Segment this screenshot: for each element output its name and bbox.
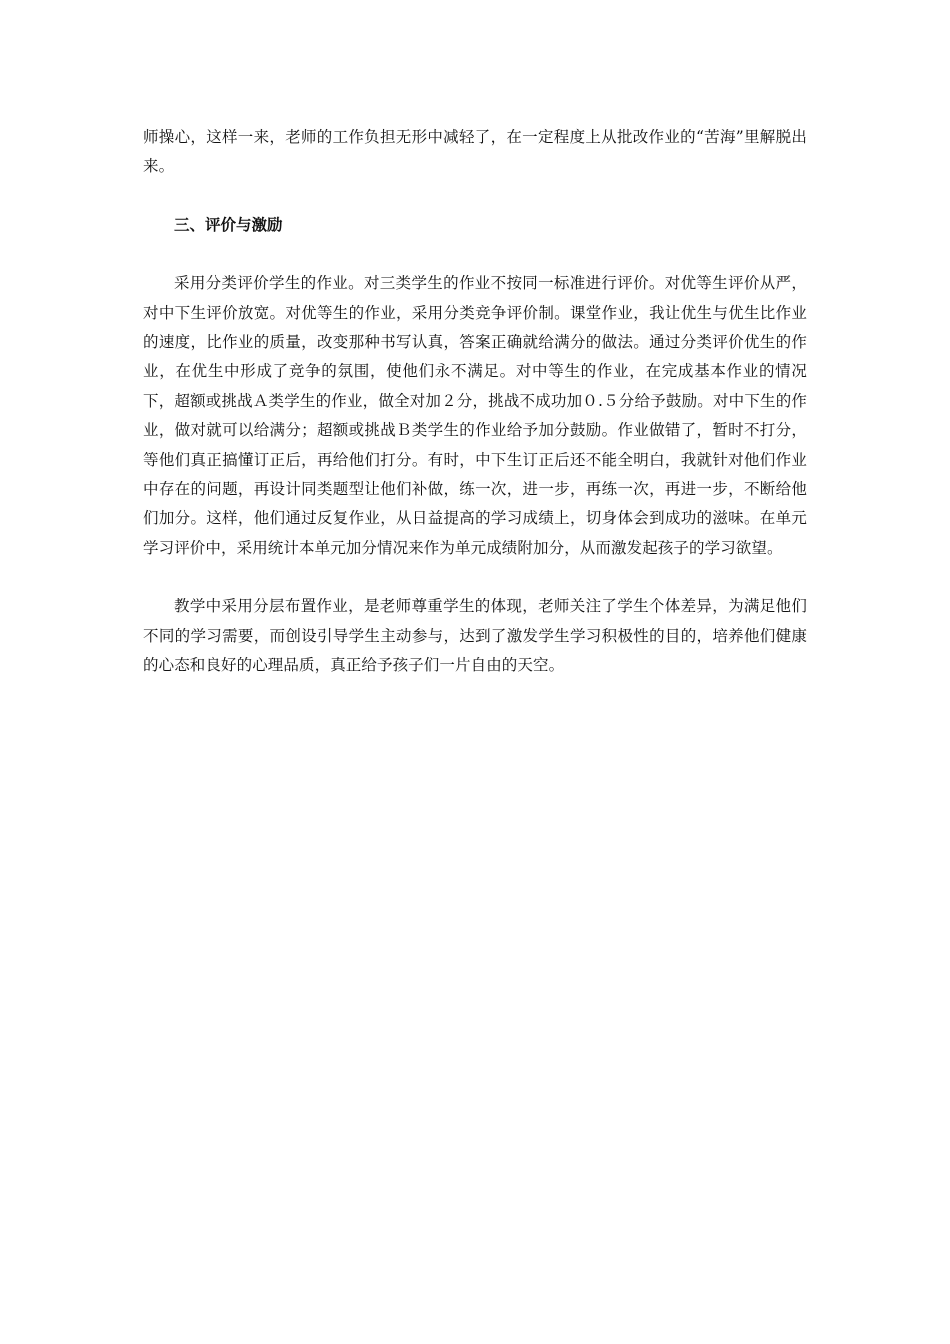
paragraph-conclusion: 教学中采用分层布置作业，是老师尊重学生的体现，老师关注了学生个体差异，为满足他们不同的学习需要，而创设引导学生主动参与，达到了激发学生学习积极性的目的，培养他们健康的心态和良好的心理品质，真正给予孩子们一片自由的天空。	[143, 597, 807, 675]
paragraph-continued: 师操心，这样一来，老师的工作负担无形中减轻了，在一定程度上从批改作业的“苦海”里解脱出来。	[143, 128, 807, 176]
document-page	[143, 123, 807, 681]
paragraph-evaluation: 采用分类评价学生的作业。对三类学生的作业不按同一标准进行评价。对优等生评价从严，对中下生评价放宽。对优等生的作业，采用分类竞争评价制。课堂作业，我让优生与优生比作业的速度，比作业的质量，改变那种书写认真，答案正确就给满分的做法。通过分类评价优生的作业，在优生中形成了竞争的氛围，使他们永不满足。对中等生的作业，在完成基本作业的情况下，超额或挑战Ａ类学生的作业，做全对加２分，挑战不成功加０.５分给予鼓励。对中下生的作业，做对就可以给满分；超额或挑战Ｂ类学生的作业给予加分鼓励。作业做错了，暂时不打分，等他们真正搞懂订正后，再给他们打分。有时，中下生订正后还不能全明白，我就针对他们作业中存在的问题，再设计同类题型让他们补做，练一次，进一步，再练一次，再进一步，不断给他们加分。这样，他们通过反复作业，从日益提高的学习成绩上，切身体会到成功的滋味。在单元学习评价中，采用统计本单元加分情况来作为单元成绩附加分，从而激发起孩子的学习欲望。	[143, 274, 807, 557]
section-heading-evaluation: 三、评价与激励	[174, 215, 283, 234]
